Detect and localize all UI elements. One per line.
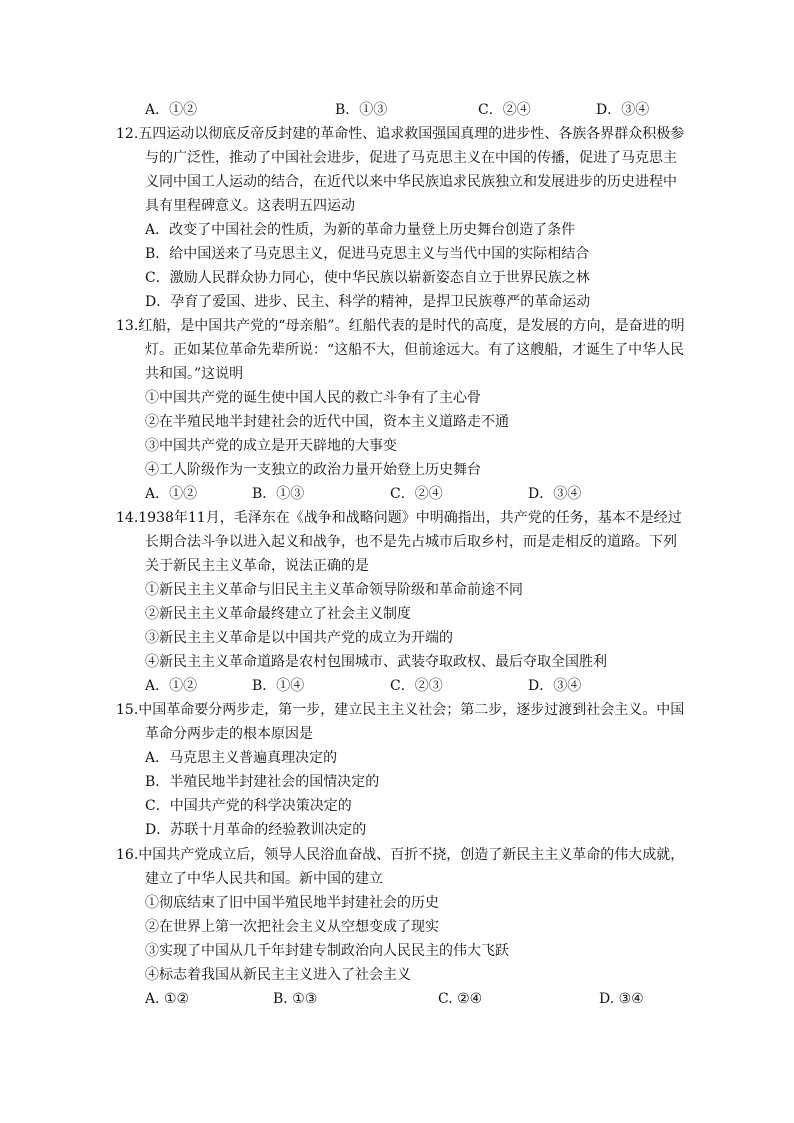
option-b: B. ①③ [273, 991, 318, 1007]
option-d: D．③④ [528, 678, 582, 694]
option-d: D．③④ [528, 486, 582, 502]
question-stem-line: 长期合法斗争以进入起义和战争，也不是先占城市后取乡村，而是走相反的道路。下列 [145, 534, 677, 550]
statement-1: ①中国共产党的诞生使中国人民的救亡斗争有了主心骨 [145, 390, 481, 406]
question-stem-line: 13.红船，是中国共产党的“母亲船”。红船代表的是时代的高度，是发展的方向，是奋进的明 [116, 318, 685, 334]
question-stem-line: 共和国。”这说明 [145, 366, 244, 382]
choice-d: D．苏联十月革命的经验教训决定的 [145, 822, 367, 838]
option-c: C. ②④ [438, 991, 483, 1007]
statement-2: ②新民主主义革命最终建立了社会主义制度 [145, 606, 411, 622]
question-stem-line: 14.1938年11月，毛泽东在《战争和战略问题》中明确指出，共产党的任务，基本不是经过 [116, 510, 682, 526]
choice-c: C．中国共产党的科学决策决定的 [145, 798, 352, 814]
statement-1: ①彻底结束了旧中国半殖民地半封建社会的历史 [145, 895, 439, 911]
statement-3: ③中国共产党的成立是开天辟地的大事变 [145, 438, 397, 454]
statement-1: ①新民主主义革命与旧民主主义革命领导阶级和革命前途不同 [145, 582, 523, 598]
question-stem-line: 关于新民主主义革命，说法正确的是 [145, 558, 369, 574]
option-b: B．①④ [252, 678, 305, 694]
option-c: C．②④ [478, 102, 531, 118]
statement-3: ③实现了中国从几千年封建专制政治向人民民主的伟大飞跃 [145, 943, 509, 959]
option-a: A. ①② [145, 991, 190, 1007]
option-d: D．③④ [596, 102, 650, 118]
statement-4: ④标志着我国从新民主主义进入了社会主义 [145, 967, 411, 983]
question-stem-line: 16.中国共产党成立后，领导人民浴血奋战、百折不挠，创造了新民主主义革命的伟大成就， [116, 847, 685, 863]
choice-a: A．改变了中国社会的性质，为新的革命力量登上历史舞台创造了条件 [145, 222, 576, 238]
statement-4: ④新民主主义革命道路是农村包围城市、武装夺取政权、最后夺取全国胜利 [145, 654, 607, 670]
option-c: C．②④ [390, 486, 443, 502]
choice-b: B．给中国送来了马克思主义，促进马克思主义与当代中国的实际相结合 [145, 246, 590, 262]
statement-3: ③新民主主义革命是以中国共产党的成立为开端的 [145, 630, 453, 646]
option-d: D. ③④ [599, 991, 644, 1007]
statement-2: ②在半殖民地半封建社会的近代中国，资本主义道路走不通 [145, 414, 509, 430]
question-stem-line: 12.五四运动以彻底反帝反封建的革命性、追求救国强国真理的进步性、各族各界群众积极参 [116, 126, 685, 142]
question-stem-line: 与的广泛性，推动了中国社会进步，促进了马克思主义在中国的传播，促进了马克思主 [145, 150, 677, 166]
question-stem-line: 义同中国工人运动的结合，在近代以来中华民族追求民族独立和发展进步的历史进程中 [145, 174, 677, 190]
question-stem-line: 灯。正如某位革命先辈所说：“这船不大，但前途远大。有了这艘船，才诞生了中华人民 [145, 342, 685, 358]
option-a: A．①② [145, 486, 198, 502]
choice-b: B．半殖民地半封建社会的国情决定的 [145, 774, 380, 790]
option-a: A．①② [145, 678, 198, 694]
statement-4: ④工人阶级作为一支独立的政治力量开始登上历史舞台 [145, 462, 481, 478]
choice-d: D．孕育了爱国、进步、民主、科学的精神，是捍卫民族尊严的革命运动 [145, 294, 591, 310]
option-b: B．①③ [252, 486, 305, 502]
statement-2: ②在世界上第一次把社会主义从空想变成了现实 [145, 919, 439, 935]
option-b: B．①③ [335, 102, 388, 118]
question-stem-line: 建立了中华人民共和国。新中国的建立 [145, 871, 383, 887]
choice-a: A．马克思主义普遍真理决定的 [145, 750, 338, 766]
question-stem-line: 革命分两步走的根本原因是 [145, 726, 313, 742]
option-a: A．①② [145, 102, 198, 118]
option-c: C．②③ [390, 678, 443, 694]
choice-c: C．激励人民群众协力同心，使中华民族以崭新姿态自立于世界民族之林 [145, 270, 590, 286]
question-stem-line: 15.中国革命要分两步走，第一步，建立民主主义社会；第二步，逐步过渡到社会主义。中国 [116, 702, 685, 718]
question-stem-line: 具有里程碑意义。这表明五四运动 [145, 198, 355, 214]
